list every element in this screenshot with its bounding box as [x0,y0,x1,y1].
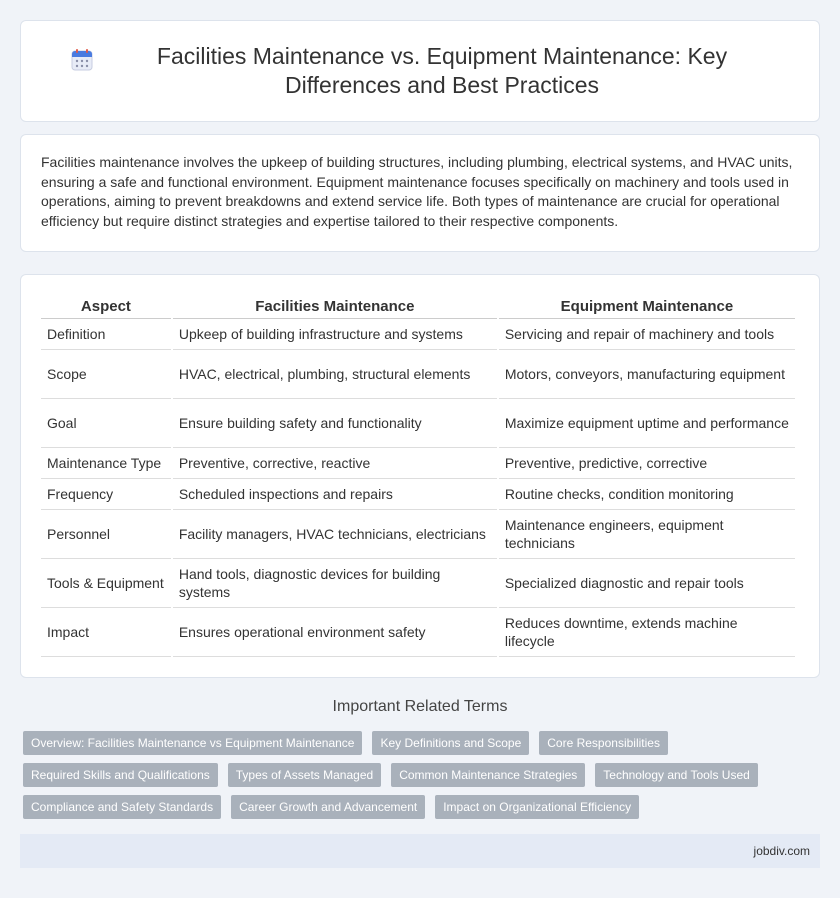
related-term-tag[interactable]: Impact on Organizational Efficiency [435,795,639,819]
footer [20,834,820,868]
table-cell-facilities: Ensures operational environment safety [173,608,497,657]
table-cell-equipment: Servicing and repair of machinery and tools [499,319,795,350]
related-term-tag[interactable]: Common Maintenance Strategies [391,763,585,787]
column-header-aspect: Aspect [41,293,171,319]
table-cell-facilities: Ensure building safety and functionality [173,399,497,448]
tag-row [23,731,813,755]
related-term-tag[interactable]: Compliance and Safety Standards [23,795,221,819]
table-cell-equipment: Preventive, predictive, corrective [499,448,795,479]
related-terms-title: Important Related Terms [332,698,508,715]
table-cell-facilities: Preventive, corrective, reactive [173,448,497,479]
table-cell-facilities: Scheduled inspections and repairs [173,479,497,510]
table-cell-equipment: Specialized diagnostic and repair tools [499,559,795,608]
table-cell-aspect: Impact [41,608,171,657]
table-row [41,448,795,479]
table-row [41,319,795,350]
header-card [20,20,820,122]
comparison-table [39,293,797,657]
related-term-tag[interactable]: Technology and Tools Used [595,763,758,787]
comparison-table-card [20,274,820,678]
table-cell-aspect: Personnel [41,510,171,559]
table-cell-aspect: Frequency [41,479,171,510]
related-terms-tags [23,731,813,827]
related-term-tag[interactable]: Core Responsibilities [539,731,668,755]
table-header-row [41,293,795,319]
table-cell-equipment: Routine checks, condition monitoring [499,479,795,510]
column-header-facilities: Facilities Maintenance [173,293,497,319]
table-cell-facilities: HVAC, electrical, plumbing, structural elements [173,350,497,399]
table-cell-equipment: Motors, conveyors, manufacturing equipment [499,350,795,399]
intro-card [20,134,820,252]
table-row [41,559,795,608]
table-cell-aspect: Definition [41,319,171,350]
table-cell-aspect: Goal [41,399,171,448]
table-row [41,510,795,559]
table-cell-aspect: Maintenance Type [41,448,171,479]
related-term-tag[interactable]: Career Growth and Advancement [231,795,425,819]
table-row [41,399,795,448]
page-title: Facilities Maintenance vs. Equipment Maintenance: Key Differences and Best Practices [156,43,728,98]
tag-row [23,795,813,819]
table-row [41,350,795,399]
table-row [41,479,795,510]
table-cell-facilities: Facility managers, HVAC technicians, electricians [173,510,497,559]
table-cell-aspect: Scope [41,350,171,399]
table-cell-equipment: Reduces downtime, extends machine lifecycle [499,608,795,657]
table-cell-facilities: Upkeep of building infrastructure and systems [173,319,497,350]
related-term-tag[interactable]: Key Definitions and Scope [372,731,529,755]
table-cell-aspect: Tools & Equipment [41,559,171,608]
table-cell-facilities: Hand tools, diagnostic devices for building systems [173,559,497,608]
intro-text: Facilities maintenance involves the upkeep of building structures, including plumbing, electrical systems, and HVAC units, ensuring a safe and functional environment. Equipment maintenance focuses specifically on machinery and tools used in operations, aiming to prevent breakdowns and extend service life. Both types of maintenance are crucial for operational efficiency but require distinct strategies and expertise tailored to their respective components. [41,154,793,229]
footer-site-link[interactable]: jobdiv.com [753,844,810,858]
table-cell-equipment: Maximize equipment uptime and performance [499,399,795,448]
calendar-icon [70,48,94,72]
related-term-tag[interactable]: Overview: Facilities Maintenance vs Equipment Maintenance [23,731,362,755]
related-term-tag[interactable]: Types of Assets Managed [228,763,381,787]
column-header-equipment: Equipment Maintenance [499,293,795,319]
title-wrap [70,42,770,100]
related-term-tag[interactable]: Required Skills and Qualifications [23,763,218,787]
table-row [41,608,795,657]
tag-row [23,763,813,787]
table-cell-equipment: Maintenance engineers, equipment technicians [499,510,795,559]
